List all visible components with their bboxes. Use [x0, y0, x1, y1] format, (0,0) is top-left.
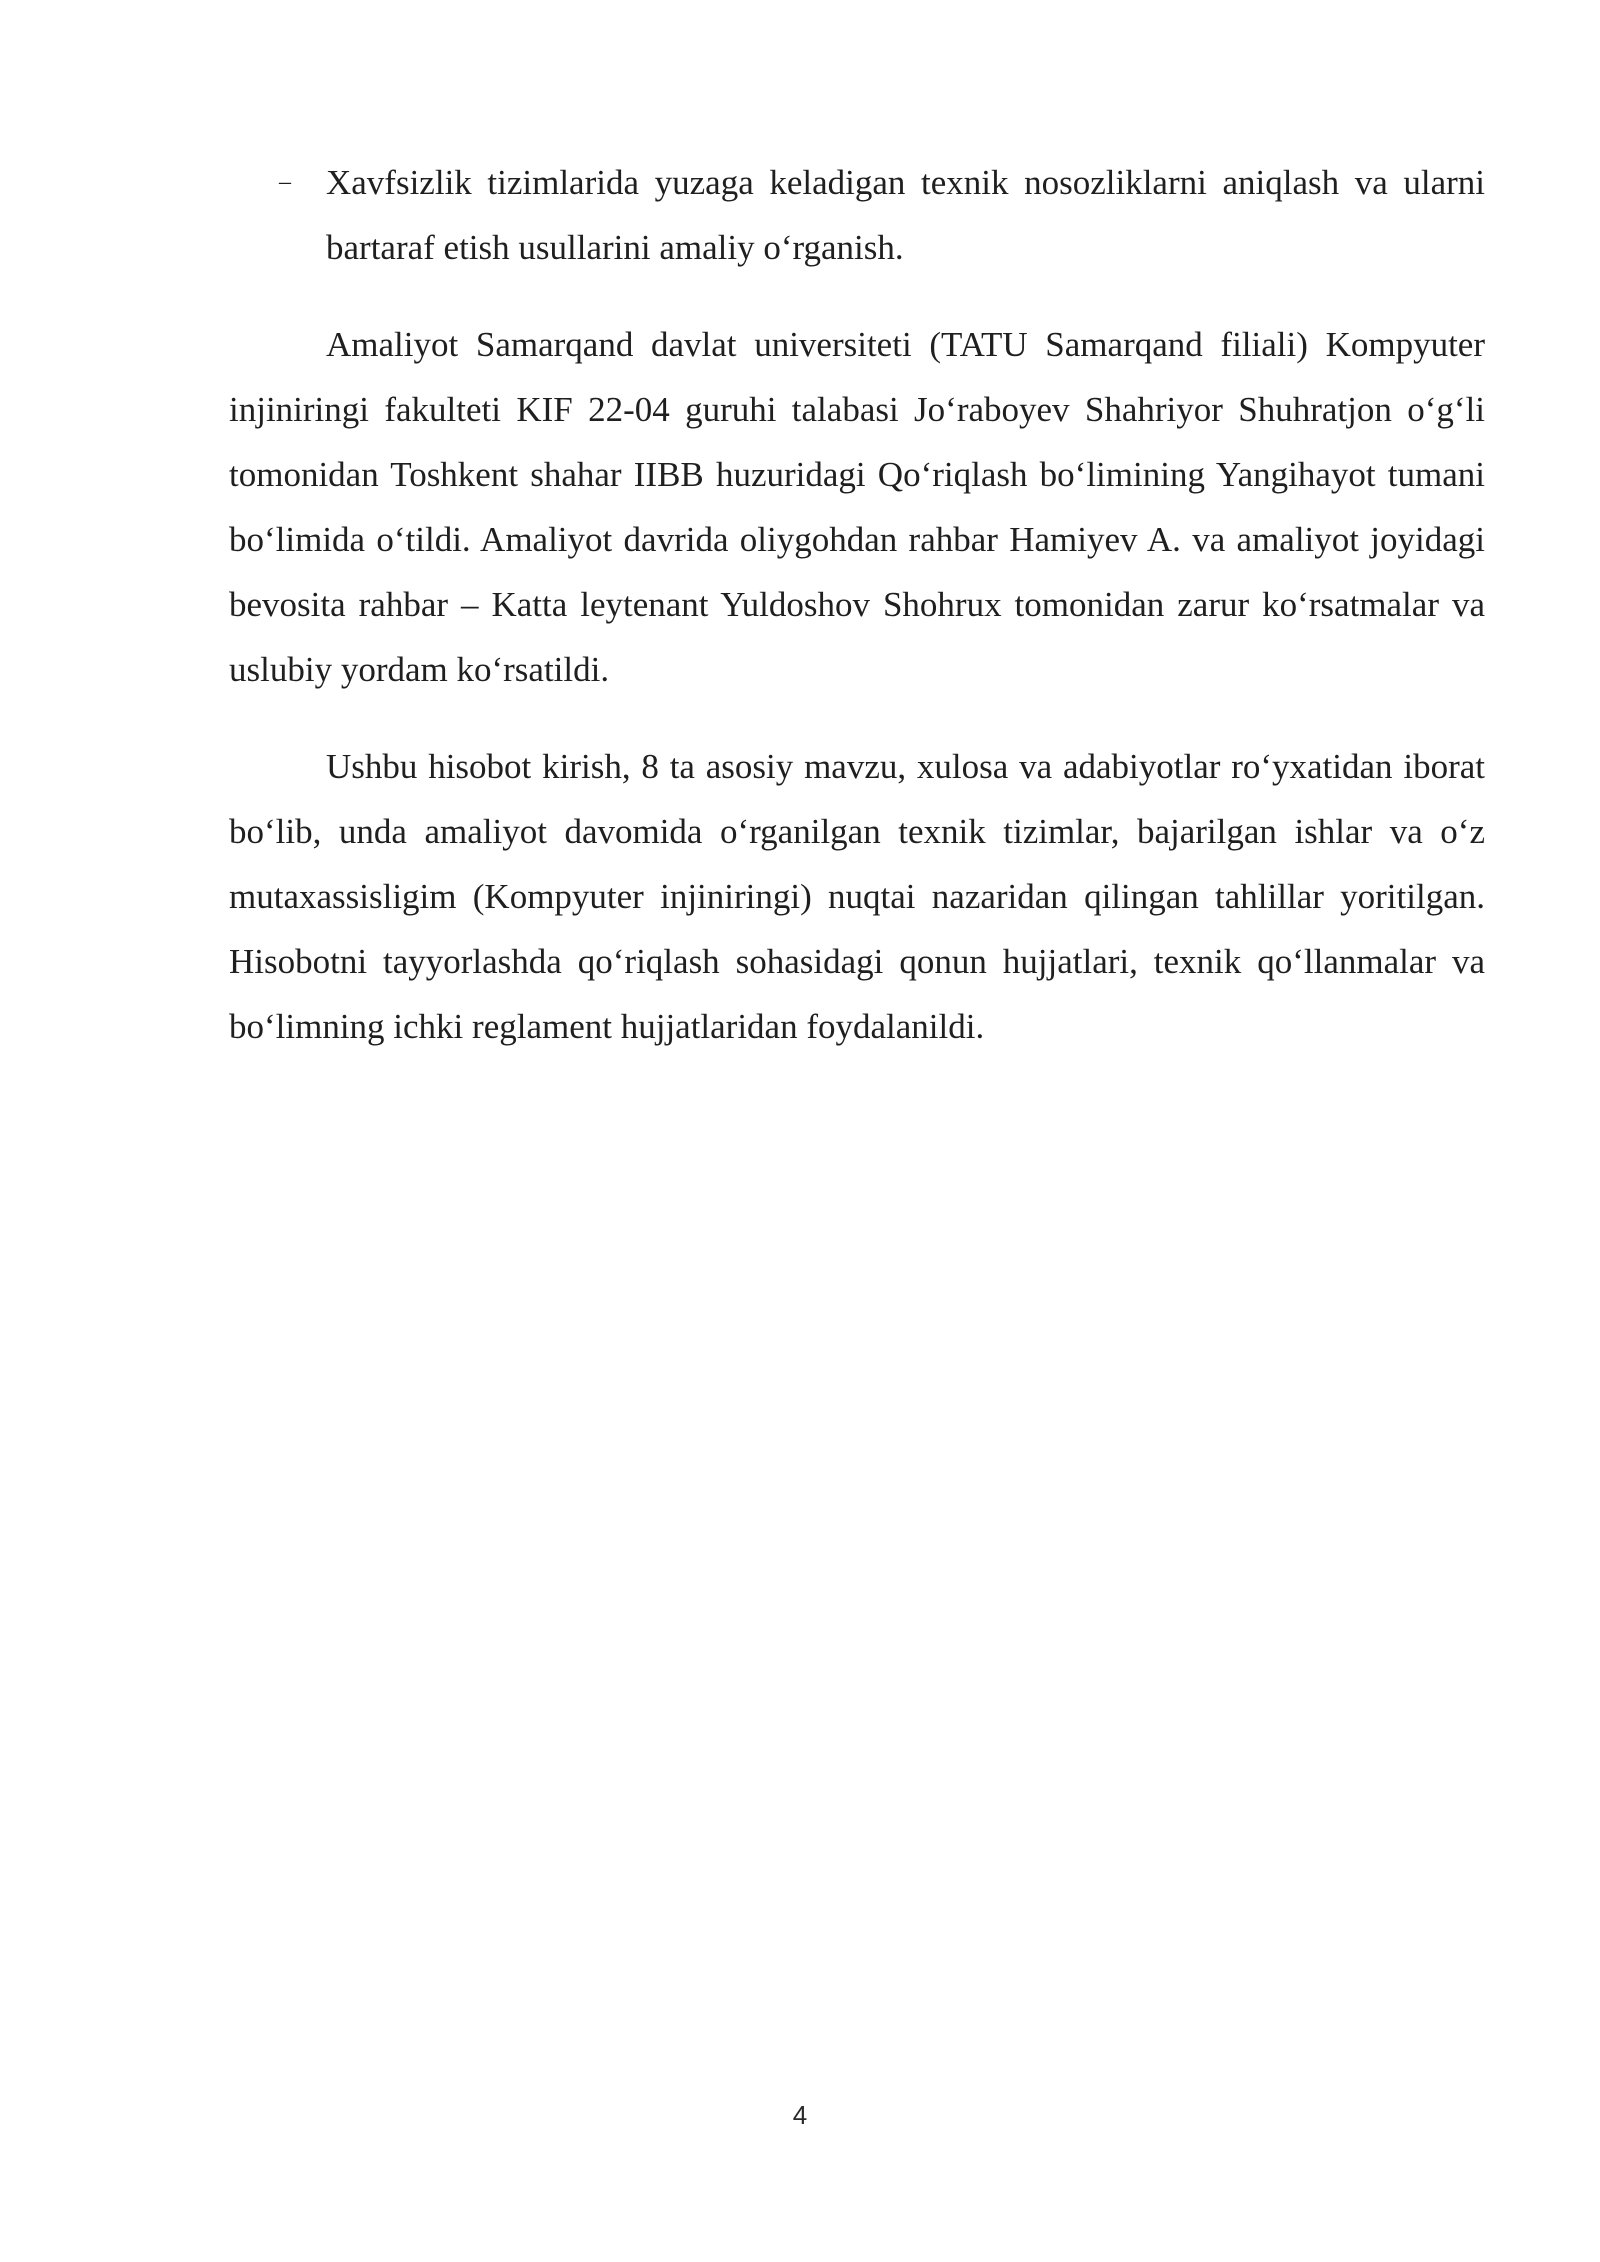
paragraph-report-structure: Ushbu hisobot kirish, 8 ta asosiy mavzu, xulosa va adabiyotlar ro‘yxatidan iborat bo‘lib, unda amaliyot davomida o‘rganilgan texnik tizimlar, bajarilgan ishlar va o‘z mutaxassisligim (Kompyuter injiniringi) nuqtai nazaridan qilingan tahlillar yoritilgan. Hisobotni tayyorlashda qo‘riqlash sohasidagi qonun hujjatlari, texnik qo‘llanmalar va bo‘limning ichki reglament hujjatlaridan foydalanildi. [229, 747, 1485, 1046]
paragraph-internship-info: Amaliyot Samarqand davlat universiteti (TATU Samarqand filiali) Kompyuter injiniringi fakulteti KIF 22-04 guruhi talabasi Jo‘raboyev Shahriyor Shuhratjon o‘g‘li tomonidan Toshkent shahar IIBB huzuridagi Qo‘riqlash bo‘limining Yangihayot tumani bo‘limida o‘tildi. Amaliyot davrida oliygohdan rahbar Hamiyev A. va amaliyot joyidagi bevosita rahbar – Katta leytenant Yuldoshov Shohrux tomonidan zarur ko‘rsatmalar va uslubiy yordam ko‘rsatildi. [229, 325, 1485, 689]
page-number: 4 [792, 2100, 808, 2130]
bullet-item [229, 150, 1485, 280]
page-content [229, 150, 1485, 1091]
bullet-text: Xavfsizlik tizimlarida yuzaga keladigan texnik nosozliklarni aniqlash va ularni bartaraf etish usullarini amaliy o‘rganish. [326, 163, 1485, 267]
dash-bullet: – [279, 169, 291, 195]
